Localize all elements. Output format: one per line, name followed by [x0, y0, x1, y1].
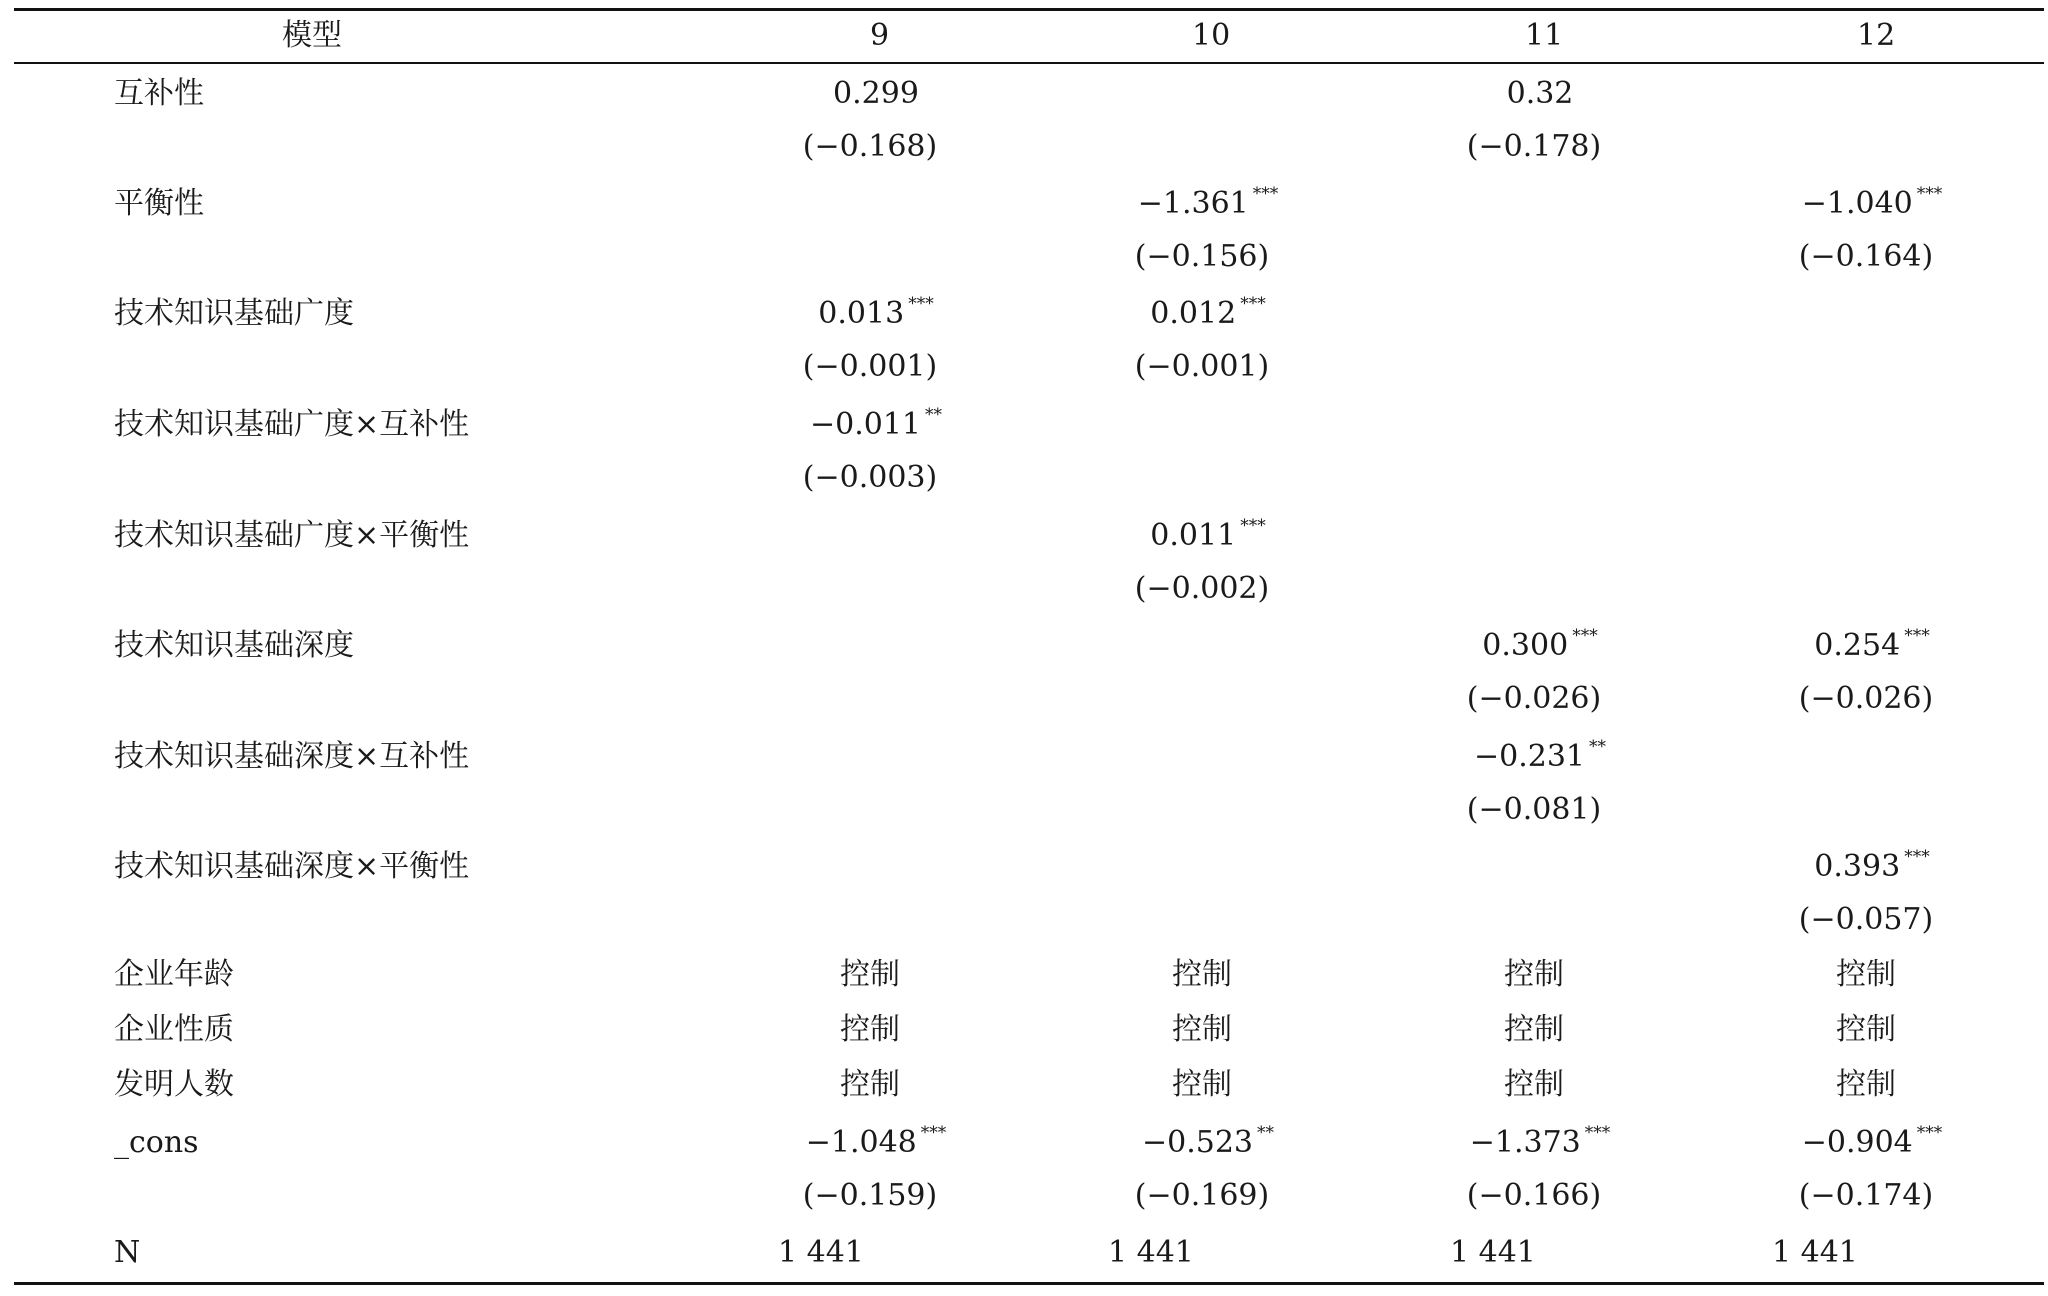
header-rule [14, 62, 2044, 64]
header-col-9: 9 [870, 18, 890, 53]
standard-error: (−0.166) [1466, 1178, 1602, 1213]
header-model-label: 模型 [282, 18, 342, 53]
n-label: N [114, 1235, 141, 1270]
coefficient-cell [1802, 186, 1943, 226]
control-value: 控制 [1504, 1012, 1564, 1047]
coefficient-value: 0.300 [1482, 628, 1569, 663]
coefficient-value: −1.361 [1137, 186, 1249, 221]
control-label: 企业年龄 [114, 957, 234, 992]
standard-error: (−0.026) [1798, 681, 1934, 716]
coefficient-value: −1.048 [805, 1125, 917, 1160]
coefficient-value: 0.011 [1150, 518, 1237, 553]
control-value: 控制 [840, 1067, 900, 1102]
coefficient-cell [806, 1125, 947, 1165]
control-value: 控制 [1504, 957, 1564, 992]
coefficient-value: −1.373 [1469, 1125, 1581, 1160]
control-value: 控制 [840, 1012, 900, 1047]
coefficient-value: −0.904 [1801, 1125, 1913, 1160]
control-value: 控制 [1504, 1067, 1564, 1102]
row-label: 技术知识基础广度×互补性 [114, 407, 470, 442]
standard-error: (−0.026) [1466, 681, 1602, 716]
coefficient-value: −1.040 [1801, 186, 1913, 221]
standard-error: (−0.169) [1134, 1178, 1270, 1213]
significance-stars: *** [920, 1123, 947, 1143]
significance-stars: *** [1252, 184, 1279, 204]
cons-label: _cons [114, 1125, 199, 1160]
significance-stars: *** [1240, 294, 1266, 314]
significance-stars: *** [1904, 626, 1930, 646]
control-value: 控制 [1172, 1067, 1232, 1102]
row-label: 技术知识基础深度×互补性 [114, 739, 470, 774]
significance-stars: *** [1572, 626, 1598, 646]
standard-error: (−0.081) [1466, 792, 1602, 827]
standard-error: (−0.003) [802, 460, 938, 495]
standard-error: (−0.159) [802, 1178, 938, 1213]
top-rule [14, 8, 2044, 11]
control-label: 发明人数 [114, 1067, 234, 1102]
n-value: 1 441 [1772, 1235, 1858, 1270]
standard-error: (−0.168) [802, 129, 938, 164]
coefficient-cell [1142, 1125, 1274, 1165]
control-label: 企业性质 [114, 1012, 234, 1047]
row-label: 技术知识基础广度×平衡性 [114, 518, 470, 553]
row-label: 互补性 [114, 76, 204, 111]
control-value: 控制 [1836, 957, 1896, 992]
significance-stars: *** [908, 294, 934, 314]
control-value: 控制 [1836, 1067, 1896, 1102]
coefficient-cell [1474, 739, 1606, 779]
row-label: 平衡性 [114, 186, 204, 221]
coefficient-cell [1802, 1125, 1943, 1165]
n-value: 1 441 [1108, 1235, 1194, 1270]
significance-stars: *** [1916, 184, 1943, 204]
coefficient-cell [1138, 186, 1279, 226]
significance-stars: *** [1916, 1123, 1943, 1143]
coefficient-value: 0.393 [1814, 849, 1901, 884]
bottom-rule [14, 1282, 2044, 1285]
row-label: 技术知识基础深度×平衡性 [114, 849, 470, 884]
significance-stars: ** [1257, 1123, 1275, 1143]
coefficient-cell [1814, 628, 1929, 668]
n-value: 1 441 [1450, 1235, 1536, 1270]
significance-stars: ** [1589, 737, 1607, 757]
n-value: 1 441 [778, 1235, 864, 1270]
row-label: 技术知识基础广度 [114, 296, 354, 331]
coefficient-cell [1814, 849, 1929, 889]
coefficient-value: 0.013 [818, 296, 905, 331]
coefficient-cell [810, 407, 942, 447]
control-value: 控制 [1836, 1012, 1896, 1047]
coefficient-value: 0.32 [1506, 76, 1574, 111]
coefficient-cell [1507, 76, 1574, 112]
coefficient-cell [1150, 296, 1265, 336]
row-label: 技术知识基础深度 [114, 628, 354, 663]
coefficient-cell [818, 296, 933, 336]
standard-error: (−0.001) [802, 349, 938, 384]
header-col-12: 12 [1857, 18, 1896, 53]
significance-stars: *** [1240, 516, 1266, 536]
coefficient-value: 0.254 [1814, 628, 1901, 663]
standard-error: (−0.001) [1134, 349, 1270, 384]
coefficient-value: −0.011 [809, 407, 922, 442]
header-col-10: 10 [1192, 18, 1231, 53]
significance-stars: *** [1584, 1123, 1611, 1143]
significance-stars: *** [1904, 847, 1930, 867]
control-value: 控制 [840, 957, 900, 992]
standard-error: (−0.178) [1466, 129, 1602, 164]
coefficient-value: −0.523 [1141, 1125, 1254, 1160]
coefficient-cell [833, 76, 919, 112]
coefficient-value: −0.231 [1473, 739, 1586, 774]
coefficient-cell [1470, 1125, 1611, 1165]
control-value: 控制 [1172, 1012, 1232, 1047]
standard-error: (−0.057) [1798, 902, 1934, 937]
coefficient-cell [1482, 628, 1597, 668]
coefficient-value: 0.299 [833, 76, 919, 111]
standard-error: (−0.174) [1798, 1178, 1934, 1213]
standard-error: (−0.002) [1134, 571, 1270, 606]
coefficient-value: 0.012 [1150, 296, 1237, 331]
header-col-11: 11 [1525, 18, 1564, 53]
standard-error: (−0.156) [1134, 239, 1270, 274]
significance-stars: ** [925, 405, 943, 425]
standard-error: (−0.164) [1798, 239, 1934, 274]
control-value: 控制 [1172, 957, 1232, 992]
coefficient-cell [1150, 518, 1265, 558]
